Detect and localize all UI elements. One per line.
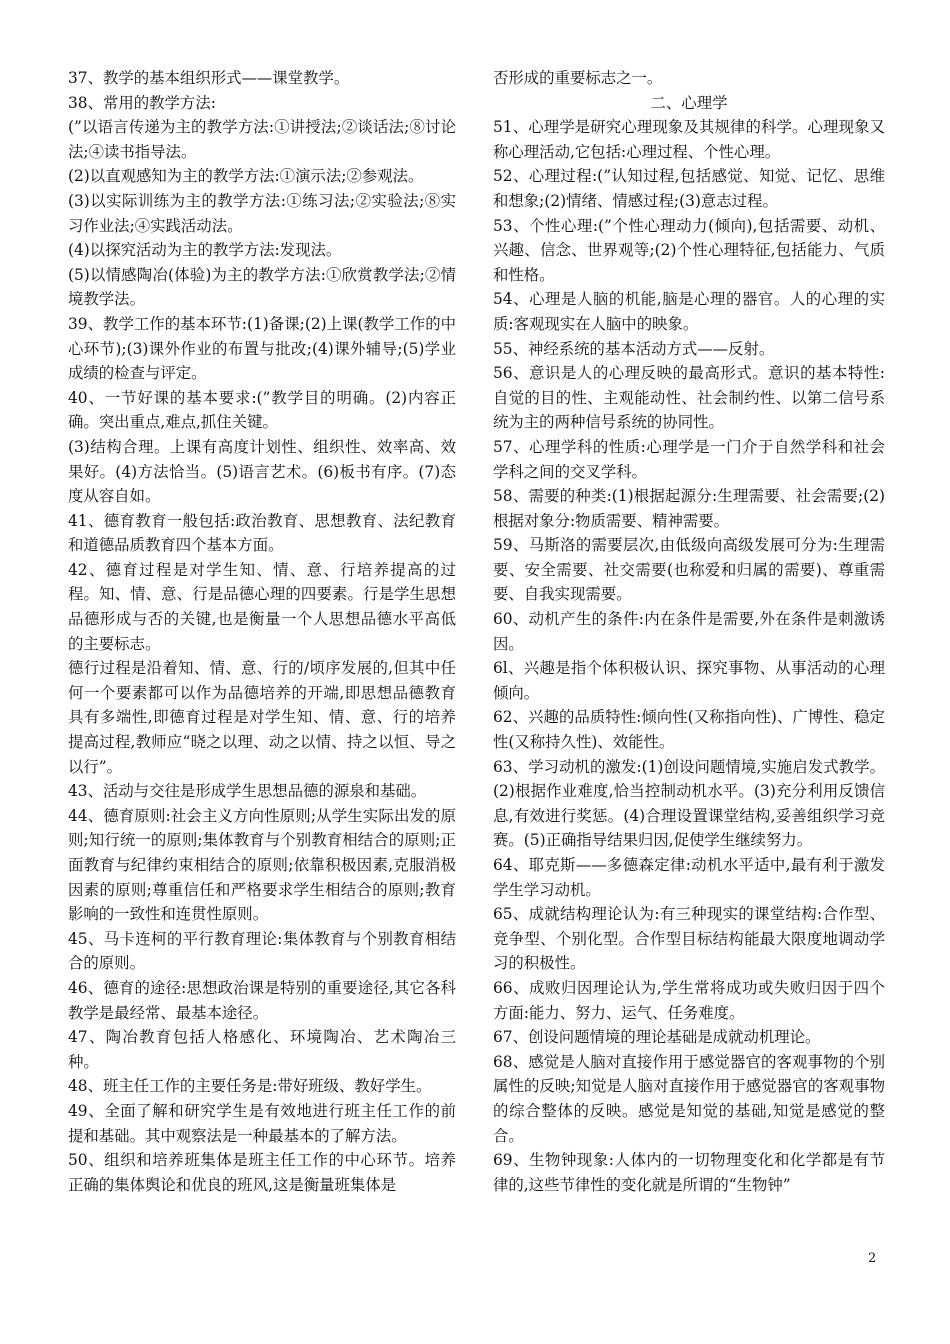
paragraph: (5)以情感陶冶(体验)为主的教学方法:①欣赏教学法;②情境教学法。 <box>68 265 456 309</box>
paragraph: 69、生物钟现象:人体内的一切物理变化和化学都是有节律的,这些节律性的变化就是所谓的“生物钟” <box>493 1151 885 1194</box>
paragraph: 39、教学工作的基本环节:(1)备课;(2)上课(教学工作的中心环节);(3)课外作业的布置与批改;(4)课外辅导;(5)学业成绩的检查与评定。 <box>68 314 456 383</box>
paragraph: 68、感觉是人脑对直接作用于感觉器官的客观事物的个别属性的反映;知觉是人脑对直接作用于感觉器官的客观事物的综合整体的反映。感觉是知觉的基础,知觉是感觉的整合。 <box>493 1052 885 1145</box>
paragraph: (4)以探究活动为主的教学方法:发现法。 <box>68 241 342 260</box>
paragraph: 52、心理过程:(”认知过程,包括感觉、知觉、记忆、思维和想象;(2)情绪、情感过程;(3)意志过程。 <box>493 167 885 210</box>
paragraph: 58、需要的种类:(1)根据起源分:生理需要、社会需要;(2)根据对象分:物质需要、精神需要。 <box>493 487 885 530</box>
section-heading: 二、心理学 <box>650 93 728 112</box>
paragraph: 48、班主任工作的主要任务是:带好班级、教好学生。 <box>68 1077 432 1096</box>
paragraph: 66、成败归因理论认为,学生常将成功或失败归因于四个方面:能力、努力、运气、任务难度。 <box>493 978 885 1022</box>
paragraph-continuation: 否形成的重要标志之一。 <box>493 69 663 87</box>
paragraph: 6l、兴趣是指个体积极认识、探究事物、从事活动的心理倾向。 <box>493 659 885 702</box>
paragraph: 63、学习动机的激发:(1)创设问题情境,实施启发式教学。(2)根据作业难度,恰当控制动机水平。(3)充分利用反馈信息,有效进行奖惩。(4)合理设置课堂结构,妥善组织学习竞赛。(5)正确指导结果归因,促使学生继续努力。 <box>493 757 885 850</box>
paragraph: 60、动机产生的条件:内在条件是需要,外在条件是刺激诱因。 <box>493 610 885 653</box>
paragraph: 50、组织和培养班集体是班主任工作的中心环节。培养正确的集体舆论和优良的班风,这是衡量班集体是 <box>68 1151 456 1194</box>
paragraph: 57、心理学科的性质:心理学是一门介于自然学科和社会学科之间的交叉学科。 <box>493 437 885 481</box>
paragraph: 64、耶克斯——多德森定律:动机水平适中,最有利于激发学生学习动机。 <box>493 856 885 899</box>
paragraph: 45、马卡连柯的平行教育理论:集体教育与个别教育相结合的原则。 <box>68 929 456 973</box>
paragraph: 44、德育原则:社会主义方向性原则;从学生实际出发的原则;知行统一的原则;集体教育与个别教育相结合的原则;正面教育与纪律约束相结合的原则;依靠积极因素,克服消极因素的原则;尊重信任和严格要求学生相结合的原则;教育影响的一致性和连贯性原则。 <box>68 806 456 924</box>
right-column <box>493 66 885 1197</box>
paragraph: (3)结构合理。上课有高度计划性、组织性、效率高、效果好。(4)方法恰当。(5)语言艺术。(6)板书有序。(7)态度从容自如。 <box>68 437 456 506</box>
paragraph: (3)以实际训练为主的教学方法:①练习法;②实验法;⑧实习作业法;④实践活动法。 <box>68 191 456 235</box>
paragraph: 德行过程是沿着知、情、意、行的/顷序发展的,但其中任何一个要素都可以作为品德培养的开端,即思想品德教育具有多端性,即德育过程是对学生知、情、意、行的培养提高过程,教师应“晓之以理、动之以情、持之以恒、导之以行”。 <box>68 659 456 776</box>
paragraph: 46、德育的途径:思想政治课是特别的重要途径,其它各科教学是最经常、最基本途径。 <box>68 978 456 1022</box>
paragraph: 51、心理学是研究心理现象及其规律的科学。心理现象又称心理活动,它包括:心理过程、个性心理。 <box>493 118 885 161</box>
paragraph: 62、兴趣的品质特性:倾向性(又称指向性)、广博性、稳定性(又称持久性)、效能性。 <box>493 708 885 752</box>
paragraph: 42、德育过程是对学生知、情、意、行培养提高的过程。知、情、意、行是品德心理的四要素。行是学生思想品德形成与否的关键,也是衡量一个人思想品德水平高低的主要标志。 <box>68 560 456 653</box>
paragraph: 65、成就结构理论认为:有三种现实的课堂结构:合作型、竞争型、个别化型。合作型目标结构能最大限度地调动学习的积极性。 <box>493 905 885 973</box>
paragraph: 37、教学的基本组织形式——课堂教学。 <box>68 69 350 87</box>
paragraph: 55、神经系统的基本活动方式——反射。 <box>493 339 775 358</box>
paragraph: 40、一节好课的基本要求:(”教学目的明确。(2)内容正确。突出重点,难点,抓住关键。 <box>68 388 456 432</box>
paragraph: 47、陶冶教育包括人格感化、环境陶冶、艺术陶冶三种。 <box>68 1028 456 1071</box>
paragraph: 41、德育教育一般包括:政治教育、思想教育、法纪教育和道德品质教育四个基本方面。 <box>68 511 456 555</box>
left-column <box>68 66 456 1197</box>
paragraph: 59、马斯洛的需要层次,由低级向高级发展可分为:生理需要、安全需要、社交需要(也称爱和归属的需要)、尊重需要、自我实现需要。 <box>493 536 885 604</box>
paragraph: (”以语言传递为主的教学方法:①讲授法;②谈话法;⑧讨论法;④读书指导法。 <box>68 118 456 161</box>
paragraph: 54、心理是人脑的机能,脑是心理的器官。人的心理的实质:客观现实在人脑中的映象。 <box>493 290 885 333</box>
paragraph: 49、全面了解和研究学生是有效地进行班主任工作的前提和基础。其中观察法是一种最基本的了解方法。 <box>68 1101 456 1145</box>
paragraph: 53、个性心理:(”个性心理动力(倾向),包括需要、动机、兴趣、信念、世界观等;(2)个性心理特征,包括能力、气质和性格。 <box>493 216 885 284</box>
paragraph: (2)以直观感知为主的教学方法:①演示法;②参观法。 <box>68 167 424 186</box>
paragraph: 43、活动与交往是形成学生思想品德的源泉和基础。 <box>68 782 427 801</box>
paragraph: 38、常用的教学方法: <box>68 93 216 112</box>
paragraph: 67、创设问题情境的理论基础是成就动机理论。 <box>493 1028 821 1047</box>
page-number: 2 <box>868 1251 877 1266</box>
paragraph: 56、意识是人的心理反映的最高形式。意识的基本特性:自觉的目的性、主观能动性、社会制约性、以第二信号系统为主的两种信号系统的协同性。 <box>493 364 885 432</box>
